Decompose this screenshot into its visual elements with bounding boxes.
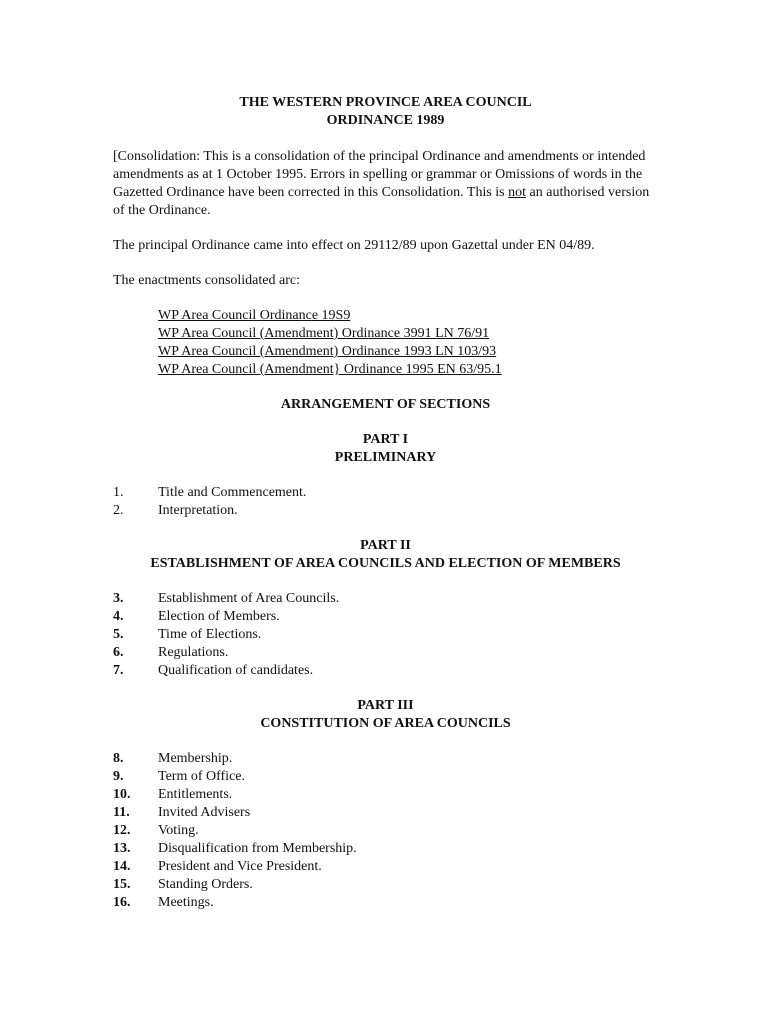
section-title: Meetings. [158, 895, 214, 910]
section-title: Election of Members. [158, 609, 280, 624]
section-row [113, 786, 658, 804]
document-title [113, 94, 658, 130]
part-3-heading [113, 697, 658, 733]
section-title: Establishment of Area Councils. [158, 591, 340, 606]
enactment-item: WP Area Council Ordinance 19S9 [158, 308, 351, 323]
section-number: 8. [113, 751, 124, 766]
section-row [113, 876, 658, 894]
section-number: 5. [113, 627, 124, 642]
arrangement-heading: ARRANGEMENT OF SECTIONS [280, 397, 491, 412]
section-row [113, 484, 658, 502]
section-title: Title and Commencement. [158, 485, 307, 500]
section-number: 4. [113, 609, 124, 624]
section-number: 15. [113, 877, 131, 892]
section-title: Standing Orders. [158, 877, 253, 892]
section-title: President and Vice President. [158, 859, 322, 874]
section-title: Membership. [158, 751, 233, 766]
section-title: Time of Elections. [158, 627, 262, 642]
section-row [113, 894, 658, 912]
part-title: CONSTITUTION OF AREA COUNCILS [260, 716, 511, 731]
part-1-sections [113, 484, 658, 520]
title-line-2: ORDINANCE 1989 [326, 113, 445, 128]
section-title: Term of Office. [158, 769, 246, 784]
consolidation-note [113, 148, 658, 220]
section-row [113, 626, 658, 644]
section-title: Qualification of candidates. [158, 663, 314, 678]
part-title: ESTABLISHMENT OF AREA COUNCILS AND ELECTION OF MEMBERS [150, 556, 621, 571]
section-title: Disqualification from Membership. [158, 841, 357, 856]
section-row [113, 590, 658, 608]
section-title: Regulations. [158, 645, 229, 660]
section-row [113, 644, 658, 662]
section-row [113, 768, 658, 786]
section-row [113, 750, 658, 768]
section-row [113, 840, 658, 858]
section-title: Interpretation. [158, 503, 238, 518]
part-3-sections [113, 750, 658, 912]
enactments-list [113, 307, 658, 379]
part-label: PART II [360, 538, 411, 553]
section-title: Entitlements. [158, 787, 233, 802]
consolidation-note-text-1: [Consolidation: This is a consolidation of the principal Ordinance and amendments or intended amendments as at 1 October 1995. Errors in spelling or grammar or Omissions of words in the Gazetted Ordinance have been corrected in this Consolidation. This is [113, 149, 646, 200]
section-row [113, 822, 658, 840]
section-number: 11. [113, 805, 130, 820]
section-number: 1. [113, 485, 124, 500]
part-2-heading [113, 537, 658, 573]
enactment-item: WP Area Council (Amendment} Ordinance 1995 EN 63/95.1 [158, 362, 502, 377]
section-title: Voting. [158, 823, 199, 838]
part-1-heading [113, 431, 658, 467]
section-title: Invited Advisers [158, 805, 251, 820]
section-number: 6. [113, 645, 124, 660]
section-row [113, 804, 658, 822]
enactment-item: WP Area Council (Amendment) Ordinance 3991 LN 76/91 [158, 326, 490, 341]
section-row [113, 608, 658, 626]
section-number: 10. [113, 787, 131, 802]
consolidation-note-emphasis: not [508, 185, 527, 200]
section-number: 16. [113, 895, 131, 910]
consolidation-note-text-2: an authorised version of the Ordinance. [113, 185, 650, 218]
section-number: 3. [113, 591, 124, 606]
section-number: 14. [113, 859, 131, 874]
part-label: PART I [362, 432, 409, 447]
part-title: PRELIMINARY [334, 450, 437, 465]
enactment-item: WP Area Council (Amendment) Ordinance 1993 LN 103/93 [158, 344, 497, 359]
section-number: 13. [113, 841, 131, 856]
effect-note: The principal Ordinance came into effect on 29112/89 upon Gazettal under EN 04/89. [113, 238, 595, 253]
section-row [113, 502, 658, 520]
part-label: PART III [357, 698, 414, 713]
section-number: 2. [113, 503, 124, 518]
document-page [113, 94, 658, 912]
section-number: 7. [113, 663, 124, 678]
section-number: 12. [113, 823, 131, 838]
section-row [113, 662, 658, 680]
part-2-sections [113, 590, 658, 680]
section-row [113, 858, 658, 876]
enactments-intro: The enactments consolidated arc: [113, 273, 300, 288]
section-number: 9. [113, 769, 124, 784]
title-line-1: THE WESTERN PROVINCE AREA COUNCIL [239, 95, 532, 110]
